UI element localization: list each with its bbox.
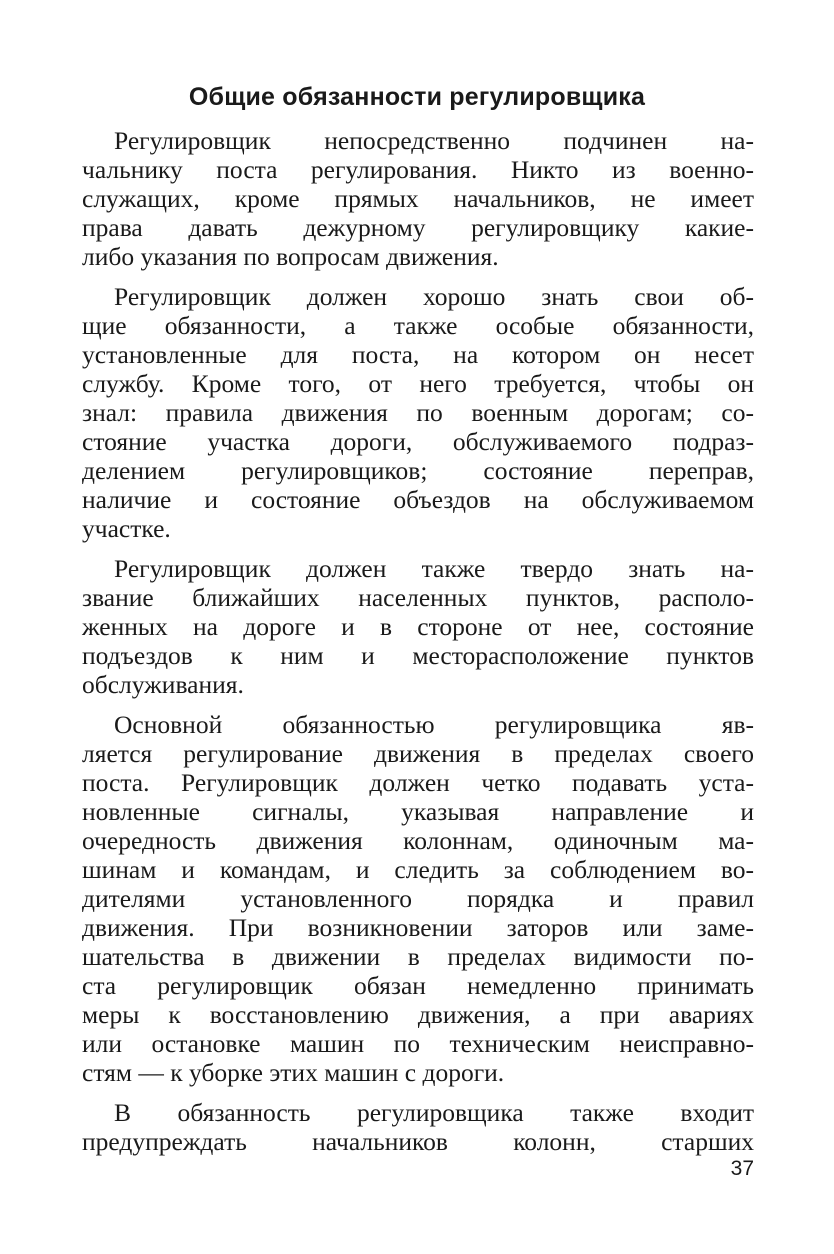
paragraph [82, 710, 754, 1087]
text-line: знал: правила движения по военным дорогам; со- [82, 398, 754, 427]
text-line: подъездов к ним и месторасположение пунктов [82, 641, 754, 670]
text-line: Регулировщик должен хорошо знать свои об- [114, 282, 754, 311]
text-line: стям — к уборке этих машин с дороги. [82, 1058, 505, 1087]
paragraph [82, 126, 754, 271]
text-line: обслуживания. [82, 670, 244, 699]
paragraph [82, 282, 754, 543]
text-line: стояние участка дороги, обслуживаемого подраз- [82, 427, 754, 456]
text-line: Регулировщик непосредственно подчинен на- [114, 126, 754, 155]
text-line: очередность движения колоннам, одиночным ма- [82, 826, 754, 855]
text-line: наличие и состояние объездов на обслуживаемом [82, 485, 754, 514]
paragraph [82, 554, 754, 699]
body-text [82, 126, 754, 1167]
text-line: шательства в движении в пределах видимости по- [82, 942, 754, 971]
text-line: ляется регулирование движения в пределах своего [82, 739, 754, 768]
text-line: установленные для поста, на котором он несет [82, 340, 754, 369]
text-line: новленные сигналы, указывая направление и [82, 797, 754, 826]
text-line: ста регулировщик обязан немедленно принимать [82, 971, 754, 1000]
text-line: шинам и командам, и следить за соблюдением во- [82, 855, 754, 884]
page-number: 37 [730, 1157, 754, 1180]
text-line: звание ближайших населенных пунктов, располо- [82, 583, 754, 612]
text-line: или остановке машин по техническим неисправно- [82, 1029, 754, 1058]
section-heading: Общие обязанности регулировщика [188, 83, 646, 111]
text-line: служащих, кроме прямых начальников, не имеет [82, 184, 754, 213]
text-line: движения. При возникновении заторов или заме- [82, 913, 754, 942]
text-line: дителями установленного порядка и правил [82, 884, 754, 913]
paragraph [82, 1098, 754, 1156]
text-line: поста. Регулировщик должен четко подавать уста- [82, 768, 754, 797]
text-line: женных на дороге и в стороне от нее, состояние [82, 612, 754, 641]
text-line: Регулировщик должен также твердо знать на- [114, 554, 754, 583]
text-line: либо указания по вопросам движения. [82, 242, 499, 271]
text-line: щие обязанности, а также особые обязанности, [82, 311, 754, 340]
text-line: В обязанность регулировщика также входит [114, 1098, 754, 1127]
text-line: меры к восстановлению движения, а при авариях [82, 1000, 754, 1029]
text-line: службу. Кроме того, от него требуется, чтобы он [82, 369, 754, 398]
text-line: участке. [82, 514, 171, 543]
text-line: делением регулировщиков; состояние переправ, [82, 456, 754, 485]
text-line: чальнику поста регулирования. Никто из военно- [82, 155, 754, 184]
text-line: Основной обязанностью регулировщика яв- [114, 710, 754, 739]
text-line: предупреждать начальников колонн, старших [82, 1127, 754, 1156]
text-line: права давать дежурному регулировщику какие- [82, 213, 754, 242]
